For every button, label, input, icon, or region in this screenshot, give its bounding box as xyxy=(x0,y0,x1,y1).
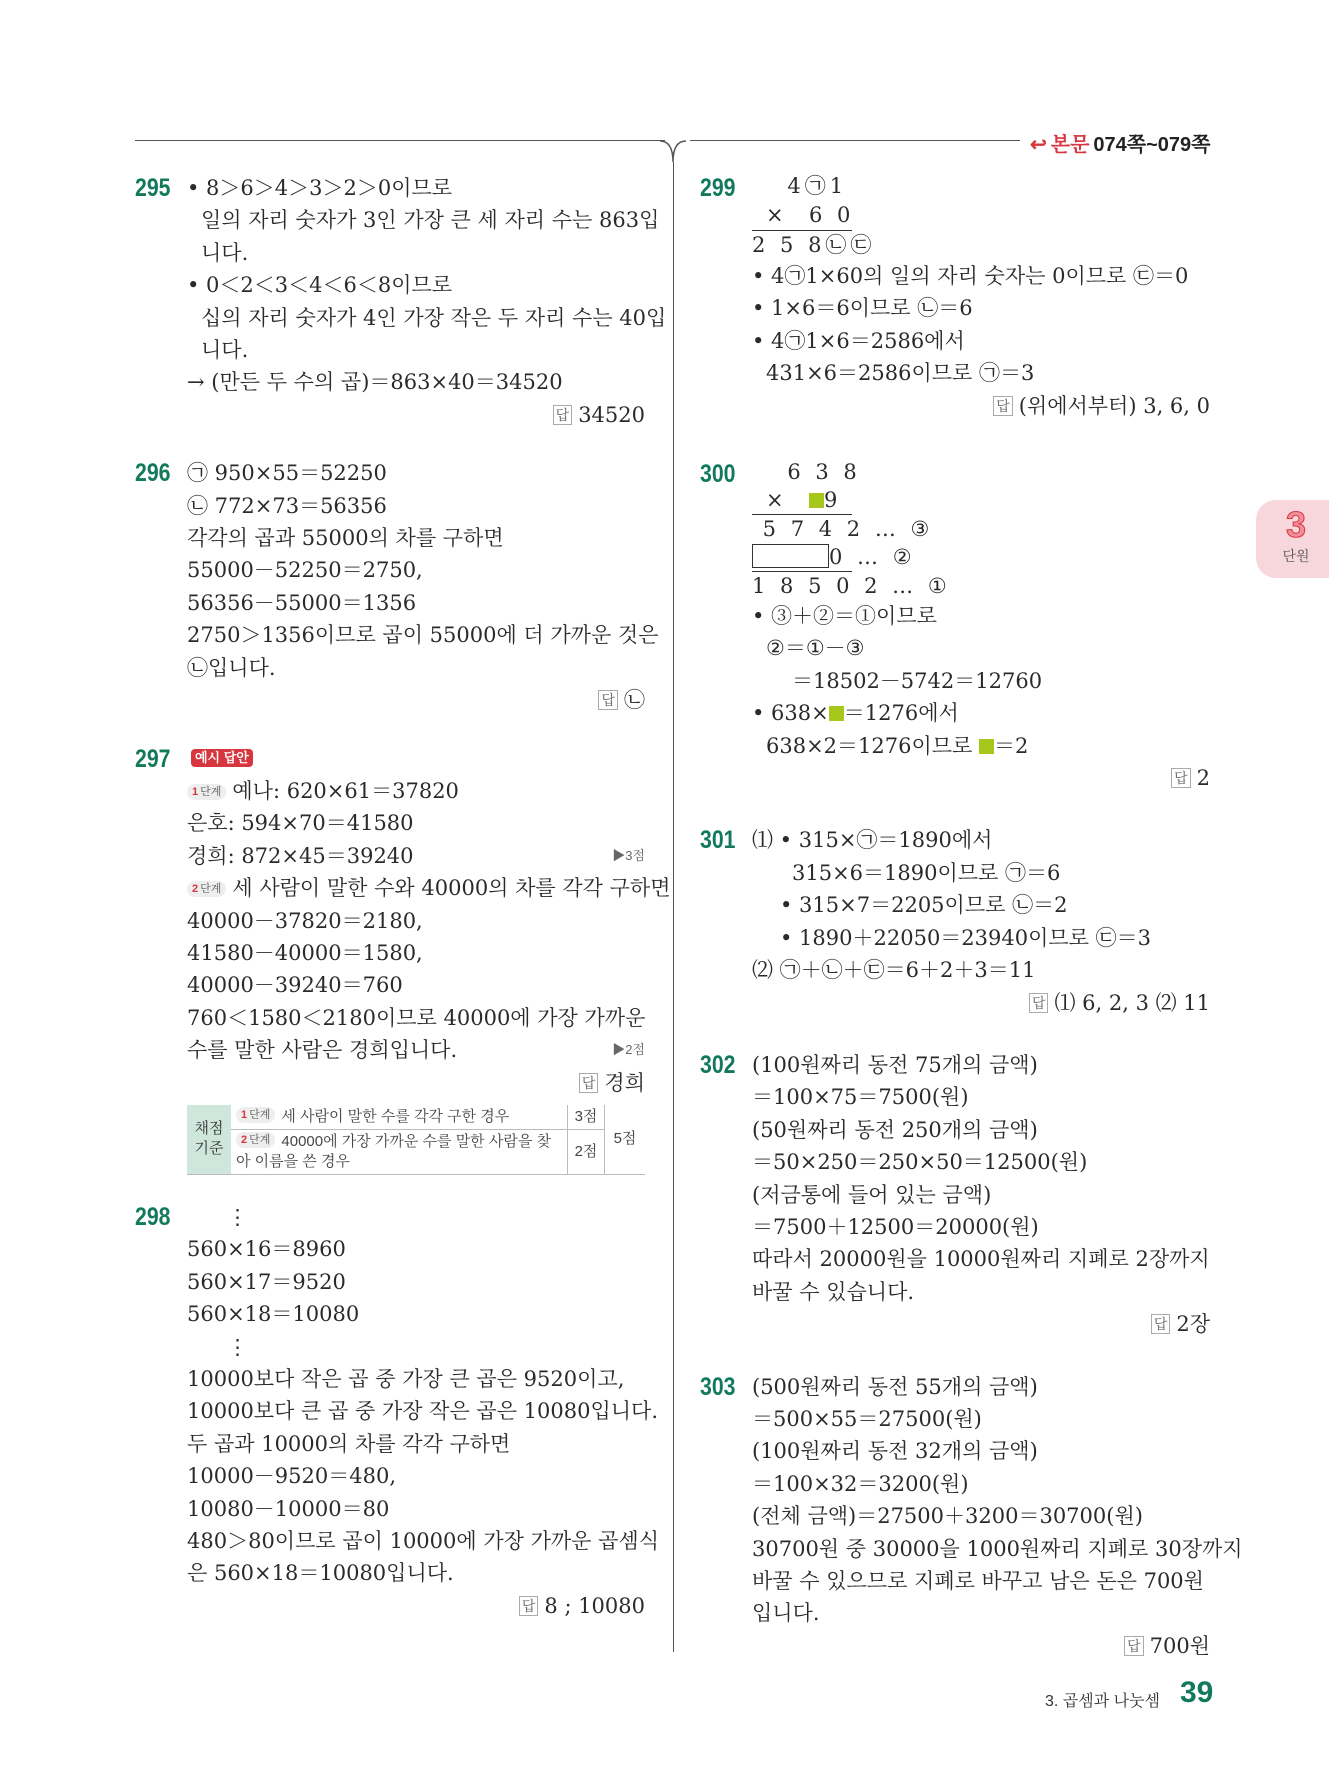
arith-row: 0 … ② xyxy=(752,543,1210,571)
solution-line: 10000보다 큰 곱 중 가장 작은 곱은 10080입니다. xyxy=(187,1399,659,1424)
solution-line: 40000－39240＝760 xyxy=(187,973,403,998)
answer-mark: 답 xyxy=(993,396,1013,416)
answer-value: (위에서부터) 3, 6, 0 xyxy=(1018,393,1210,418)
solution-line: 41580－40000＝1580, xyxy=(187,940,423,965)
left-column xyxy=(135,172,671,1652)
chapter-title: 3. 곱셈과 나눗셈 xyxy=(1045,1693,1160,1710)
solution-line: 55000－52250＝2750, xyxy=(187,558,423,583)
solution-line: 바꿀 수 있으므로 지폐로 바꾸고 남은 돈은 700원 xyxy=(752,1569,1204,1593)
arith-row: 1 8 5 0 2 … ① xyxy=(752,574,951,599)
solution-line: 10080－10000＝80 xyxy=(187,1496,390,1521)
answer-line xyxy=(187,1590,645,1622)
rubric-points: 2점 xyxy=(568,1129,605,1174)
score-note: ▶2점 xyxy=(612,1042,645,1058)
right-column xyxy=(700,172,1243,1692)
header-rule-right xyxy=(690,140,1020,141)
solution-line: 40000－37820＝2180, xyxy=(187,908,423,933)
step-badge: 1 단계 xyxy=(187,784,226,800)
answer-value: 경희 xyxy=(604,1070,645,1095)
solution-line: (100원짜리 동전 75개의 금액) xyxy=(752,1052,1038,1077)
arith-row: 4㉠1 xyxy=(766,174,848,198)
page-reference xyxy=(1030,128,1210,157)
answer-line xyxy=(187,684,645,716)
example-answer-badge: 예시 답안 xyxy=(191,749,253,767)
solution-line: 수를 말한 사람은 경희입니다. xyxy=(187,1038,458,1063)
solution-line: ㉡ 772×73＝56356 xyxy=(187,493,387,518)
solution-line: ＝7500＋12500＝20000(원) xyxy=(752,1214,1039,1239)
answer-line xyxy=(752,390,1210,422)
solution-line: • 4㉠1×6＝2586에서 xyxy=(752,328,965,353)
answer-mark: 답 xyxy=(1124,1636,1144,1656)
arith-row: 2 5 8㉡㉢ xyxy=(752,233,876,257)
blank-box xyxy=(752,544,829,568)
problem-300 xyxy=(700,458,1210,794)
solution-line: ㉠ 950×55＝52250 xyxy=(187,461,387,486)
page-number: 39 xyxy=(1180,1676,1214,1709)
answer-mark: 답 xyxy=(1171,768,1191,788)
solution-line: 760＜1580＜2180이므로 40000에 가장 가까운 xyxy=(187,1005,646,1030)
solution-line: 일의 자리 숫자가 3인 가장 큰 세 자리 수는 863입 xyxy=(201,208,660,233)
answer-value: 8 ; 10080 xyxy=(544,1593,645,1618)
scoring-rubric xyxy=(187,1105,645,1175)
solution-line: 바꿀 수 있습니다. xyxy=(752,1279,915,1304)
problem-295 xyxy=(135,172,667,431)
solution-line: ⑵ ㉠＋㉡＋㉢＝6＋2＋3＝11 xyxy=(752,958,1036,983)
solution-line: • 4㉠1×60의 일의 자리 숫자는 0이므로 ㉢＝0 xyxy=(752,264,1189,288)
solution-line: ＝100×32＝3200(원) xyxy=(752,1471,969,1496)
chapter-number: 3 xyxy=(1285,504,1307,545)
solution-line: (저금통에 들어 있는 금액) xyxy=(752,1182,992,1207)
problem-number: 297 xyxy=(135,744,171,773)
solution-line: • 638× ＝1276에서 xyxy=(752,701,959,726)
solution-line: ②＝①－③ xyxy=(766,636,865,661)
solution-line: ＝100×75＝7500(원) xyxy=(752,1085,969,1110)
answer-mark: 답 xyxy=(579,1073,599,1093)
problem-302 xyxy=(700,1049,1210,1341)
solution-line: • 1×6＝6이므로 ㉡＝6 xyxy=(752,296,973,321)
answer-line xyxy=(752,762,1210,794)
solution-line: 십의 자리 숫자가 4인 가장 작은 두 자리 수는 40입 xyxy=(201,305,667,330)
solution-line: (전체 금액)＝27500＋3200＝30700(원) xyxy=(752,1504,1143,1529)
answer-value: ㉡ xyxy=(624,688,645,713)
rubric-heading: 채점 기준 xyxy=(187,1105,231,1175)
reference-range: 074쪽~079쪽 xyxy=(1093,134,1211,156)
answer-line xyxy=(752,1308,1210,1340)
solution-line: 니다. xyxy=(201,240,249,265)
ellipsis: ⋮ xyxy=(227,1204,248,1229)
column-divider xyxy=(673,162,674,1652)
problem-number: 296 xyxy=(135,459,171,488)
solution-line: 431×6＝2586이므로 ㉠＝3 xyxy=(766,361,1035,386)
solution-line: • 315×7＝2205이므로 ㉡＝2 xyxy=(780,893,1068,918)
rubric-row: 1 단계 세 사람이 말한 수를 각각 구한 경우 xyxy=(231,1105,568,1130)
solution-line: • 8＞6＞4＞3＞2＞0이므로 xyxy=(187,176,453,200)
arith-row: 5 7 4 2 … ③ xyxy=(752,517,934,542)
chapter-tab xyxy=(1256,500,1329,578)
answer-mark: 답 xyxy=(598,690,618,710)
solution-line: 예나: 620×61＝37820 xyxy=(232,778,459,803)
reference-label: 본문 xyxy=(1050,134,1090,156)
answer-value: 2장 xyxy=(1176,1312,1210,1337)
solution-line: • ③＋②＝①이므로 xyxy=(752,604,937,629)
solution-line: 560×18＝10080 xyxy=(187,1302,360,1327)
solution-line: 30700원 중 30000을 1000원짜리 지폐로 30장까지 xyxy=(752,1536,1243,1561)
arith-row: × 6 0 xyxy=(766,203,855,227)
green-square xyxy=(979,739,994,754)
problem-number: 301 xyxy=(700,826,736,855)
arith-row: 6 3 8 xyxy=(766,460,861,485)
problem-number: 295 xyxy=(135,174,171,202)
answer-line xyxy=(187,399,645,431)
solution-line: 각각의 곱과 55000의 차를 구하면 xyxy=(187,526,504,551)
problem-301 xyxy=(700,824,1210,1018)
solution-line: 10000－9520＝480, xyxy=(187,1464,397,1489)
problem-298 xyxy=(135,1201,659,1622)
solution-line: 315×6＝1890이므로 ㉠＝6 xyxy=(792,860,1061,885)
solution-line: ＝50×250＝250×50＝12500(원) xyxy=(752,1150,1088,1175)
solution-line: 입니다. xyxy=(752,1601,820,1626)
solution-line: (50원짜리 동전 250개의 금액) xyxy=(752,1117,1038,1142)
problem-297 xyxy=(135,743,671,1175)
answer-mark: 답 xyxy=(553,405,573,425)
green-square xyxy=(829,706,844,721)
problem-number: 302 xyxy=(700,1050,736,1079)
problem-296 xyxy=(135,457,659,716)
solution-line: 10000보다 작은 곱 중 가장 큰 곱은 9520이고, xyxy=(187,1367,625,1391)
header-rule-left xyxy=(135,140,665,141)
answer-value: 2 xyxy=(1196,766,1210,791)
answer-value: 34520 xyxy=(578,402,645,427)
solution-line: ⑴ • 315×㉠＝1890에서 xyxy=(752,828,993,853)
answer-line xyxy=(752,987,1210,1019)
solution-line: 560×16＝8960 xyxy=(187,1237,346,1262)
answer-value: ⑴ 6, 2, 3 ⑵ 11 xyxy=(1054,990,1210,1015)
score-note: ▶3점 xyxy=(612,847,645,863)
ellipsis: ⋮ xyxy=(227,1334,248,1359)
step-badge: 2 단계 xyxy=(187,881,226,897)
solution-line: (100원짜리 동전 32개의 금액) xyxy=(752,1439,1038,1464)
solution-line: ＝18502－5742＝12760 xyxy=(792,668,1043,693)
solution-line: 따라서 20000원을 10000원짜리 지폐로 2장까지 xyxy=(752,1247,1210,1272)
answer-mark: 답 xyxy=(1151,1314,1171,1334)
problem-number: 303 xyxy=(700,1372,736,1401)
solution-line: • 0＜2＜3＜4＜6＜8이므로 xyxy=(187,273,453,298)
arith-row: × 9 xyxy=(766,488,842,513)
answer-mark: 답 xyxy=(1029,993,1049,1013)
solution-line: 은 560×18＝10080입니다. xyxy=(187,1561,454,1586)
solution-line: 세 사람이 말한 수와 40000의 차를 각각 구하면 xyxy=(232,876,671,901)
problem-299 xyxy=(700,172,1210,422)
solution-line: 경희: 872×45＝39240 xyxy=(187,843,414,868)
solution-line: ＝500×55＝27500(원) xyxy=(752,1406,982,1431)
rubric-points: 3점 xyxy=(568,1105,605,1130)
header-rule-curve xyxy=(660,140,690,164)
chapter-word: 단원 xyxy=(1282,548,1310,564)
answer-value: 700원 xyxy=(1149,1633,1210,1658)
solution-line: 두 곱과 10000의 차를 각각 구하면 xyxy=(187,1431,511,1456)
answer-mark: 답 xyxy=(519,1596,539,1616)
problem-number: 299 xyxy=(700,174,736,202)
solution-line: • 1890＋22050＝23940이므로 ㉢＝3 xyxy=(780,925,1152,950)
solution-line: 은호: 594×70＝41580 xyxy=(187,811,414,836)
rubric-row: 2 단계 40000에 가장 가까운 수를 말한 사람을 찾아 이름을 쓴 경우 xyxy=(231,1129,568,1174)
problem-303 xyxy=(700,1371,1243,1663)
solution-line: → (만든 두 수의 곱)＝863×40＝34520 xyxy=(187,370,563,395)
solution-line: 638×2＝1276이므로 ＝2 xyxy=(766,733,1029,758)
solution-line: 2750＞1356이므로 곱이 55000에 더 가까운 것은 xyxy=(187,623,659,648)
solution-line: 니다. xyxy=(201,338,249,363)
solution-line: 560×17＝9520 xyxy=(187,1269,346,1294)
solution-line: 480＞80이므로 곱이 10000에 가장 가까운 곱셈식 xyxy=(187,1529,659,1554)
problem-number: 298 xyxy=(135,1202,171,1231)
problem-number: 300 xyxy=(700,460,736,489)
rubric-total: 5점 xyxy=(605,1105,646,1175)
solution-line: (500원짜리 동전 55개의 금액) xyxy=(752,1374,1038,1399)
return-arrow-icon: ↩ xyxy=(1030,134,1047,156)
solution-line: 56356－55000＝1356 xyxy=(187,590,417,615)
answer-line xyxy=(752,1630,1210,1662)
solution-line: ㉡입니다. xyxy=(187,655,276,680)
answer-line xyxy=(187,1067,645,1099)
green-square xyxy=(809,493,824,508)
